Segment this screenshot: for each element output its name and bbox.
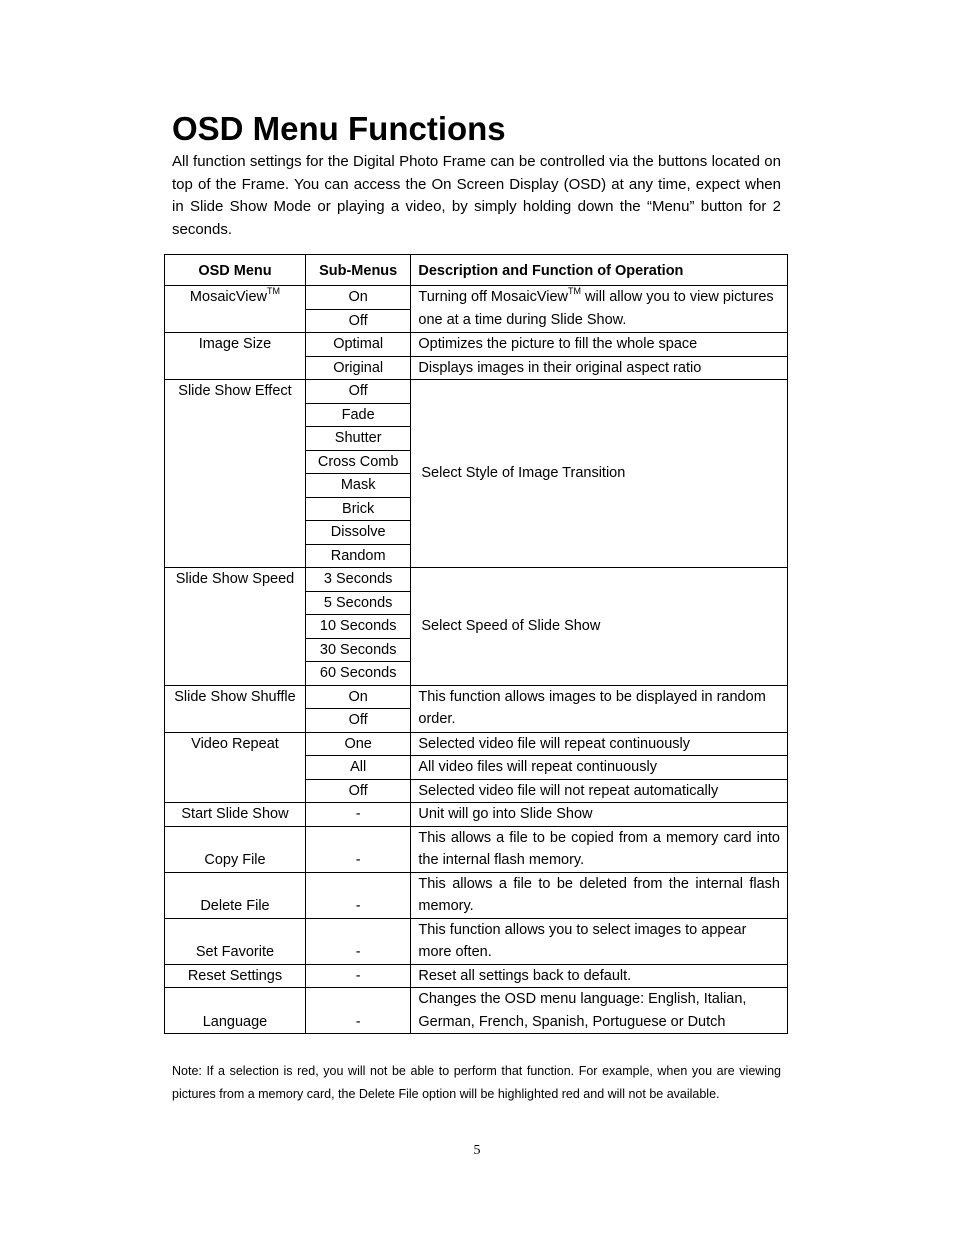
menu-reset-settings: Reset Settings (165, 964, 306, 988)
submenu-cell: Mask (305, 474, 410, 498)
table-row (165, 568, 788, 592)
submenu-cell: - (305, 918, 410, 964)
table-row (165, 803, 788, 827)
submenu-cell: Original (305, 356, 410, 380)
submenu-cell: Off (305, 709, 410, 733)
table-row (165, 685, 788, 709)
menu-image-size: Image Size (165, 333, 306, 380)
description-cell: Select Speed of Slide Show (411, 568, 788, 686)
description-cell: Unit will go into Slide Show (411, 803, 788, 827)
submenu-cell: - (305, 872, 410, 918)
submenu-cell: Optimal (305, 333, 410, 357)
table-row (165, 988, 788, 1034)
submenu-cell: Off (305, 309, 410, 333)
submenu-cell: Cross Comb (305, 450, 410, 474)
header-description: Description and Function of Operation (411, 255, 788, 286)
submenu-cell: 30 Seconds (305, 638, 410, 662)
submenu-cell: Fade (305, 403, 410, 427)
menu-video-repeat: Video Repeat (165, 732, 306, 803)
description-cell: This allows a file to be deleted from the internal flash memory. (411, 872, 788, 918)
description-cell: Select Style of Image Transition (411, 380, 788, 568)
submenu-cell: Dissolve (305, 521, 410, 545)
submenu-cell: Off (305, 779, 410, 803)
description-cell: Displays images in their original aspect ratio (411, 356, 788, 380)
table-header-row (165, 255, 788, 286)
table-row (165, 918, 788, 964)
menu-start-slide-show: Start Slide Show (165, 803, 306, 827)
description-cell: Optimizes the picture to fill the whole space (411, 333, 788, 357)
description-cell: All video files will repeat continuously (411, 756, 788, 780)
intro-paragraph: All function settings for the Digital Photo Frame can be controlled via the buttons located on top of the Frame. You can access the On Screen Display (OSD) at any time, expect when in Slide Show Mode or playing a video, by simply holding down the “Menu” button for 2 seconds. (172, 153, 781, 239)
menu-copy-file: Copy File (165, 826, 306, 872)
osd-menu-table (164, 254, 788, 1034)
submenu-cell: Off (305, 380, 410, 404)
table-row (165, 964, 788, 988)
menu-delete-file: Delete File (165, 872, 306, 918)
description-cell: Reset all settings back to default. (411, 964, 788, 988)
submenu-cell: One (305, 732, 410, 756)
menu-slide-show-effect: Slide Show Effect (165, 380, 306, 568)
description-cell: Changes the OSD menu language: English, Italian, German, French, Spanish, Portuguese or Dutch (411, 988, 788, 1034)
submenu-cell: Random (305, 544, 410, 568)
submenu-cell: All (305, 756, 410, 780)
description-cell: Turning off MosaicView™ will allow you to view pictures one at a time during Slide Show. (411, 286, 788, 333)
page-title: OSD Menu Functions (172, 110, 506, 147)
submenu-cell: On (305, 685, 410, 709)
submenu-cell: - (305, 964, 410, 988)
submenu-cell: 10 Seconds (305, 615, 410, 639)
submenu-cell: - (305, 826, 410, 872)
menu-mosaicview: MosaicView™ (165, 286, 306, 333)
description-cell: This function allows images to be displayed in random order. (411, 685, 788, 732)
description-cell: Selected video file will not repeat automatically (411, 779, 788, 803)
submenu-cell: 3 Seconds (305, 568, 410, 592)
table-row (165, 380, 788, 404)
submenu-cell: Shutter (305, 427, 410, 451)
page-number: 5 (473, 1143, 481, 1158)
header-sub-menus: Sub-Menus (305, 255, 410, 286)
description-cell: This function allows you to select images to appear more often. (411, 918, 788, 964)
table-row (165, 286, 788, 310)
table-row (165, 872, 788, 918)
menu-slide-show-speed: Slide Show Speed (165, 568, 306, 686)
description-cell: Selected video file will repeat continuously (411, 732, 788, 756)
description-cell: This allows a file to be copied from a memory card into the internal flash memory. (411, 826, 788, 872)
menu-slide-show-shuffle: Slide Show Shuffle (165, 685, 306, 732)
menu-set-favorite: Set Favorite (165, 918, 306, 964)
submenu-cell: Brick (305, 497, 410, 521)
table-row (165, 732, 788, 756)
submenu-cell: 5 Seconds (305, 591, 410, 615)
submenu-cell: - (305, 803, 410, 827)
menu-language: Language (165, 988, 306, 1034)
note-paragraph: Note: If a selection is red, you will not be able to perform that function. For example, when you are viewing pictures from a memory card, the Delete File option will be highlighted red and will not be available. (172, 1064, 781, 1101)
table-row (165, 333, 788, 357)
table-row (165, 826, 788, 872)
submenu-cell: - (305, 988, 410, 1034)
submenu-cell: On (305, 286, 410, 310)
submenu-cell: 60 Seconds (305, 662, 410, 686)
header-osd-menu: OSD Menu (165, 255, 306, 286)
